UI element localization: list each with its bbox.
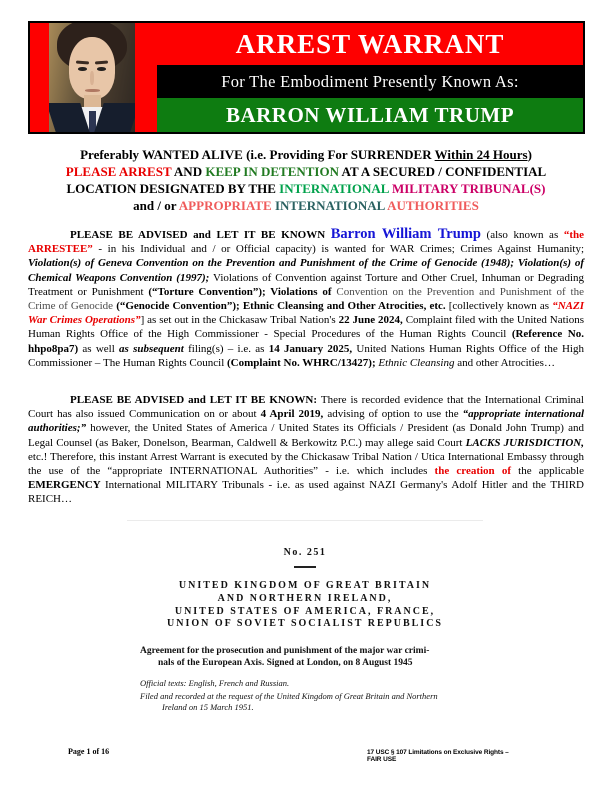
treaty-official-texts: Official texts: English, French and Russian.	[140, 678, 290, 689]
treaty-agreement-title	[127, 645, 483, 669]
embodiment-band	[157, 65, 583, 98]
text-segment: and other Atrocities…	[457, 356, 555, 369]
text-segment: Violation(s) of Geneva Convention on the Prevention and Punishment of the Crime of Genocide (1948); Violation(s) of Chemical Weapons Convention (1997);	[28, 257, 584, 284]
text-segment: International MILITARY Tribunals - i.e. as used against NAZI Germany's Adolf Hitler and the THIRD REICH…	[28, 479, 584, 506]
text-segment: (also known as	[480, 229, 564, 241]
text-segment: “the ARRESTEE”	[28, 229, 584, 256]
text-segment: filing(s) – i.e. as	[188, 342, 269, 355]
text-segment: etc.! Therefore, this instant Arrest Warrant is executed by the Chickasaw Tribal Nation / Utica International Embassy through the use of the “appropriate INTERNATIONAL Authorities” - i.e. which includes	[28, 450, 584, 478]
text-segment: and / or	[133, 198, 179, 213]
photo-nose-shape	[90, 71, 94, 85]
text-segment: (Reference No. hhpo8pa7)	[28, 328, 584, 355]
text-segment: the applicable	[518, 465, 584, 478]
text-segment: Violations of Convention against Torture and Other Cruel, Inhuman or Degrading Treatment or Punishment	[28, 271, 584, 298]
text-segment: AUTHORITIES	[387, 198, 479, 213]
text-segment: Preferably WANTED ALIVE (i.e. Providing For SURRENDER	[80, 147, 435, 162]
notice-line-2	[28, 163, 584, 180]
text-segment: (Complaint No. WHRC/13427);	[227, 356, 379, 369]
photo-neck-shape	[84, 95, 101, 109]
arrest-warrant-band	[157, 23, 583, 65]
text-segment: EMERGENCY	[28, 479, 105, 492]
treaty-agreement-line: nals of the European Axis. Signed at London, on 8 August 1945	[158, 658, 413, 669]
treaty-filed-line: Ireland on 15 March 1951.	[162, 702, 254, 713]
advisory-paragraph-2	[28, 393, 584, 507]
treaty-agreement-line: Agreement for the prosecution and punishment of the major war crimi-	[140, 646, 430, 657]
notice-line-4	[28, 197, 584, 214]
text-segment: [collectively known as	[448, 300, 553, 313]
warrant-title: ARREST WARRANT	[235, 28, 505, 59]
treaty-divider-rule	[294, 566, 316, 568]
text-segment: MILITARY TRIBUNAL(S)	[391, 181, 546, 196]
treaty-parties-line: UNITED STATES OF AMERICA, FRANCE,	[174, 605, 436, 617]
text-segment: 22 June 2024,	[338, 314, 406, 327]
text-segment: )	[527, 147, 532, 162]
text-segment: advising of option to use the	[327, 408, 463, 421]
arrestee-name: BARRON WILLIAM TRUMP	[225, 102, 515, 127]
text-segment: - in his Individual and / or Official capacity) is wanted for WAR Crimes; Crimes Against Humanity;	[92, 243, 584, 256]
photo-eye-left	[78, 67, 87, 71]
text-segment: ] as set out in the Chickasaw Tribal Nation's	[140, 314, 339, 327]
text-segment: 14 January 2025,	[268, 342, 357, 355]
text-segment: PLEASE BE ADVISED and LET IT BE KNOWN	[70, 229, 331, 241]
text-segment: LACKS JURISDICTION,	[465, 436, 584, 449]
advisory-paragraph-1	[28, 227, 584, 370]
text-segment: as well	[82, 342, 120, 355]
name-band	[157, 98, 583, 132]
text-segment: (“Torture Convention”); Violations of	[148, 285, 337, 298]
treaty-parties	[127, 580, 483, 631]
text-segment: Ethnic Cleansing	[378, 356, 458, 369]
text-segment: KEEP IN DETENTION	[205, 164, 339, 179]
page-number: Page 1 of 16	[68, 747, 110, 756]
text-segment: Barron William Trump	[330, 226, 481, 242]
treaty-parties-line: UNION OF SOVIET SOCIALIST REPUBLICS	[167, 618, 443, 630]
treaty-number: No. 251	[283, 547, 327, 558]
text-segment: Complaint filed with the United Nations Human Rights Office of the High Commissioner - Special Procedures of the Human Rights Council	[28, 314, 584, 341]
photo-mouth-shape	[85, 89, 100, 92]
arrestee-photo	[49, 23, 135, 132]
text-segment: “NAZI War Crimes Operations”	[28, 300, 584, 327]
notice-line-3	[28, 180, 584, 197]
text-segment: LOCATION DESIGNATED BY THE	[66, 181, 280, 196]
wanted-notice	[28, 146, 584, 214]
header-title-bands	[157, 23, 583, 132]
text-segment: INTERNATIONAL	[274, 198, 388, 213]
text-segment: APPROPRIATE	[178, 198, 275, 213]
treaty-filed-line: Filed and recorded at the request of the United Kingdom of Great Britain and Northern	[140, 691, 438, 702]
notice-line-1	[28, 146, 584, 163]
text-segment: PLEASE ARREST	[65, 164, 172, 179]
text-segment: 4 April 2019,	[260, 408, 328, 421]
text-segment: Within 24 Hours	[434, 147, 528, 162]
warrant-header-banner	[28, 21, 585, 134]
text-segment: the creation of	[434, 465, 519, 478]
warrant-subtitle: For The Embodiment Presently Known As:	[221, 71, 519, 91]
text-segment: AT A SECURED / CONFIDENTIAL	[339, 164, 547, 179]
text-segment: as subsequent	[119, 342, 189, 355]
treaty-parties-line: AND NORTHERN IRELAND,	[217, 592, 393, 604]
text-segment: however, the United States of America / United States its Officials / President (as Donald John Trump) and Legal Counsel (as Baker, Donelson, Bearman, Caldwell & Berkowitz P.C.) may allege said Court	[28, 422, 584, 449]
text-segment: AND	[171, 164, 206, 179]
photo-eye-right	[97, 67, 106, 71]
text-segment: “appropriate international authorities;”	[28, 408, 584, 435]
text-segment: (“Genocide Convention”); Ethnic Cleansing and Other Atrocities, etc.	[116, 300, 449, 313]
text-segment: PLEASE BE ADVISED and LET IT BE KNOWN:	[70, 394, 321, 406]
treaty-filed-note	[127, 691, 483, 713]
text-segment: Convention on the Prevention and Punishment of the Crime of Genocide	[28, 285, 584, 313]
treaty-parties-line: UNITED KINGDOM OF GREAT BRITAIN	[178, 580, 432, 591]
text-segment: INTERNATIONAL	[279, 181, 392, 196]
treaty-scan-excerpt	[127, 520, 483, 713]
fair-use-notice: 17 USC § 107 Limitations on Exclusive Rights – FAIR USE	[367, 749, 509, 763]
text-segment: United Nations Human Rights Office of the High Commissioner – The Human Rights Council	[28, 342, 584, 369]
text-segment: There is recorded evidence that the International Criminal Court has also issued Communication on or about	[28, 394, 584, 421]
